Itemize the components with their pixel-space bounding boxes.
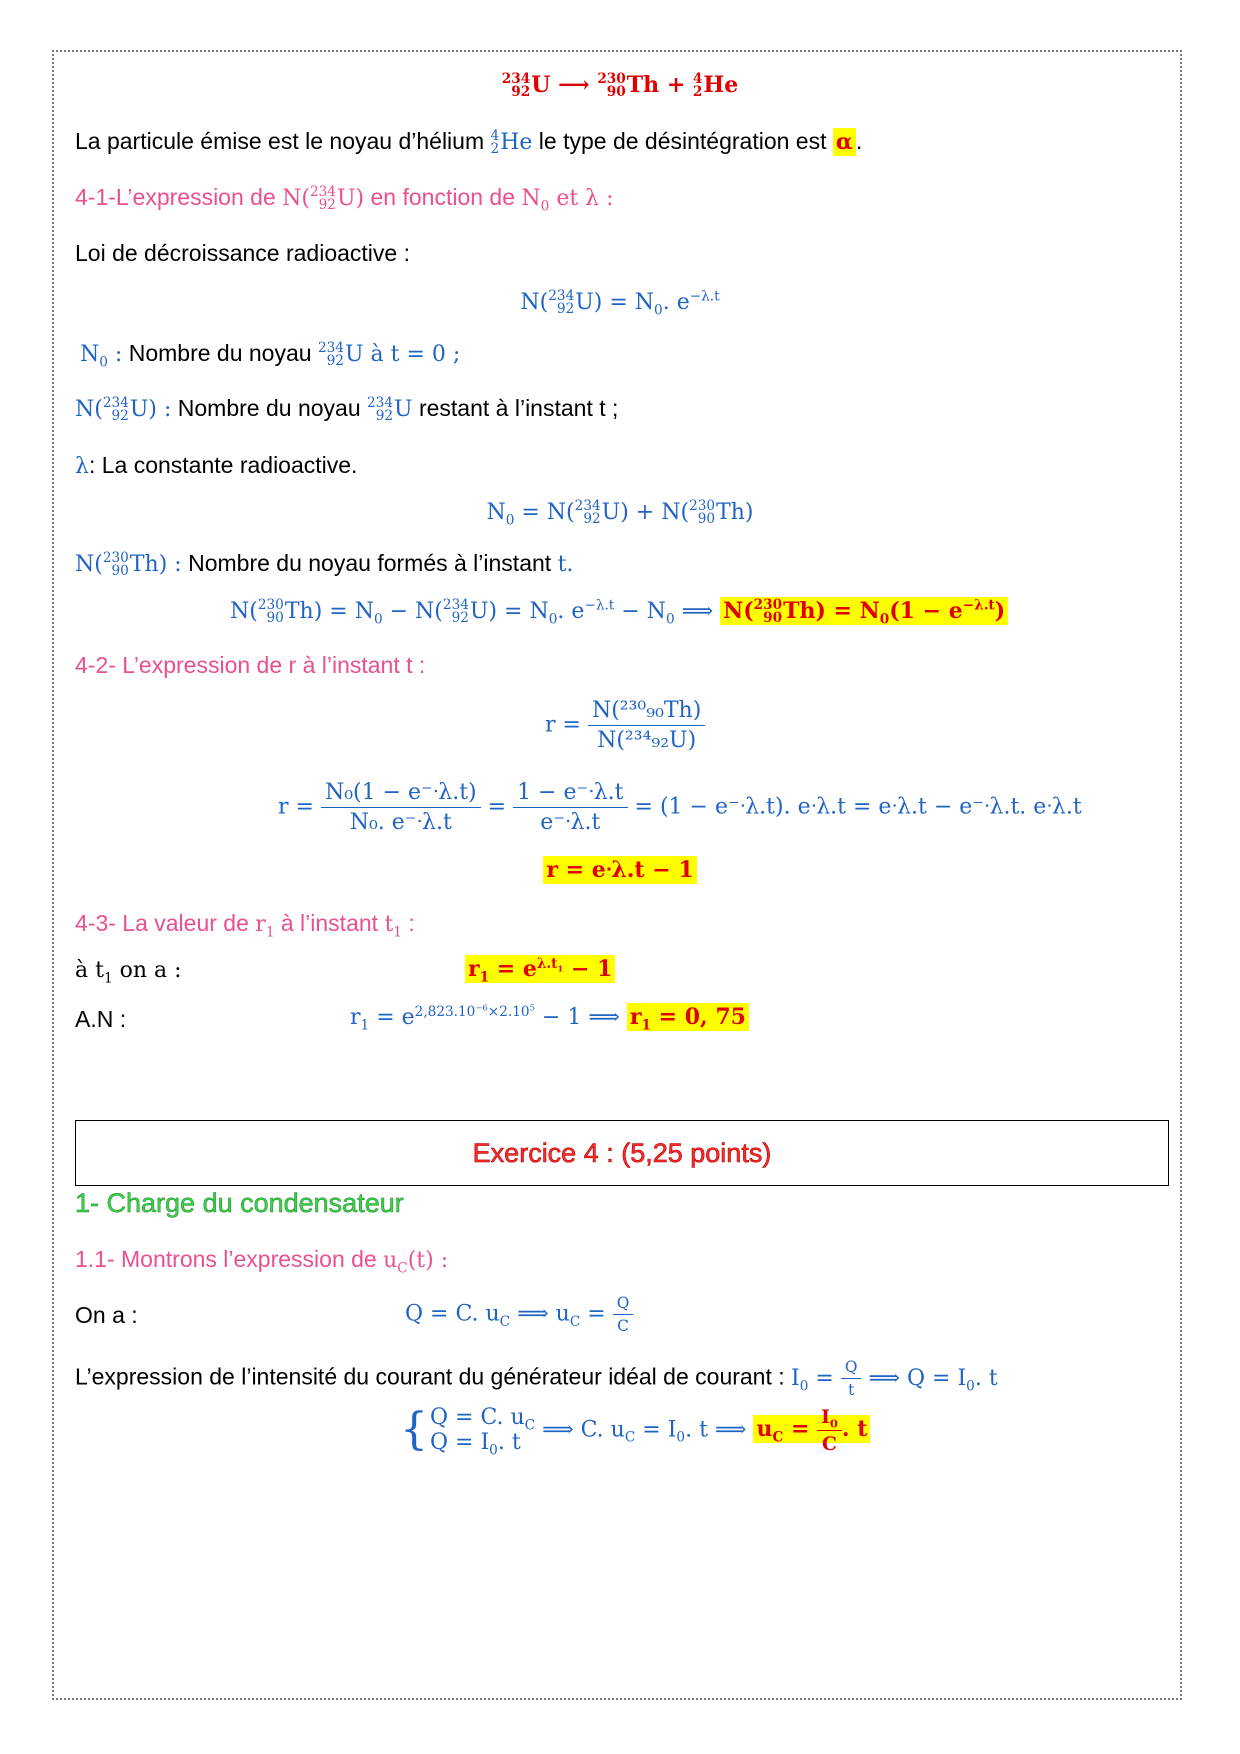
conservation-equation: $N_0 = N$( 234 92 U) + N( 230 90 Th) bbox=[486, 498, 754, 529]
capacitor-charge-equation: Q = C. $u_C$ ⟹ $u_C$ = $\frac{Q}{C}$ bbox=[405, 1294, 633, 1335]
particle-line: La particule émise est le noyau d’hélium 4 2 He le type de désintégration est α . bbox=[75, 128, 863, 157]
n0-definition: $N_0$ : Nombre du noyau 234 92 U à t = 0 ; bbox=[80, 340, 461, 371]
nu-definition: N( 234 92 U) : Nombre du noyau 234 92 U restant à l’instant t ; bbox=[75, 395, 619, 424]
heading-4-3: 4-3- La valeur de $r_1$ à l’instant $t_1$ : bbox=[75, 910, 415, 941]
current-expression-line: L’expression de l’intensité du courant du générateur idéal de courant : $I_0$ = $\frac{Q}{t}$ ⟹ $Q = I_0$. t bbox=[75, 1358, 998, 1399]
r-definition: r = $\frac{\text{N(²³⁰₉₀Th)}}{\text{N(²³⁴₉₂U)}}$ bbox=[545, 698, 705, 753]
exercise-4-box bbox=[75, 1120, 1169, 1186]
loi-text: Loi de décroissance radioactive : bbox=[75, 240, 410, 266]
nth-result-highlight: N( 230 90 $Th) = N_0(1 - e^{-\lambda.t})$ bbox=[720, 597, 1008, 625]
r-result: r = eᐧλ.t − 1 bbox=[0, 857, 1240, 883]
heading-4-1: 4-1-L’expression de N( 234 92 U) en fonction de $N_0$ et λ : bbox=[75, 184, 614, 215]
system-equation: { Q = C. $u_C$ $Q = I_0$. t ⟹ C. $u_C = I_0$. t ⟹ $u_C$ = $\frac{I_0}{C}$ . t bbox=[400, 1405, 870, 1456]
lambda-definition: λ: La constante radioactive. bbox=[75, 452, 358, 479]
an-label: A.N : bbox=[75, 1006, 127, 1032]
r1-numeric: $r_1 = e^{2,823.10^{-6}\times 2.10^5} - 1$ ⟹ $r_1 = 0$, 75 bbox=[350, 1004, 749, 1030]
alpha-highlight: α bbox=[833, 128, 856, 156]
r-derivation: r = $\frac{\text{N₀(1 − e⁻ᐧλ.t)}}{\text{N₀. e⁻ᐧλ.t}}$ = $\frac{\text{1 − e⁻ᐧλ.t}}{\text{e⁻ᐧλ.t}}$ = (1 − e⁻ᐧλ.t). eᐧλ.t = eᐧλ.t − e⁻ᐧλ.t. eᐧλ.t bbox=[278, 780, 1082, 835]
at-t1-label: à $t_1$ on a : bbox=[75, 958, 182, 987]
heading-1-1: 1.1- Montrons l’expression de $u_C(t)$ : bbox=[75, 1246, 449, 1277]
r1-formula: $r_1 = e^{\lambda.t_1} - 1$ bbox=[465, 956, 615, 982]
heading-4-2: 4-2- L’expression de r à l’instant t : bbox=[75, 652, 426, 678]
decay-law-equation: N( 234 92 $U) = N_0$. $e^{-\lambda.t}$ bbox=[520, 288, 720, 319]
nth-equation: N( 230 90 $Th) = N_0 - N$( 234 92 $U) = N_0$. $e^{-\lambda.t} - N_0$ ⟹ N( 230 90 $Th) = N_0(1 - e^{-\lambda.t})$ bbox=[230, 598, 1008, 625]
nth-definition: N( 230 90 Th) : Nombre du noyau formés à l’instant t. bbox=[75, 550, 574, 579]
uc-result-highlight: $u_C$ = $\frac{I_0}{C}$ . t bbox=[753, 1415, 870, 1443]
exercise-4-title: Exercice 4 : (5,25 points) bbox=[472, 1138, 772, 1168]
nuclear-reaction: 234 92 U ⟶ 230 90 Th + 4 2 He bbox=[501, 71, 739, 100]
section-charge-title: 1- Charge du condensateur bbox=[75, 1188, 404, 1218]
on-a-label: On a : bbox=[75, 1302, 138, 1328]
